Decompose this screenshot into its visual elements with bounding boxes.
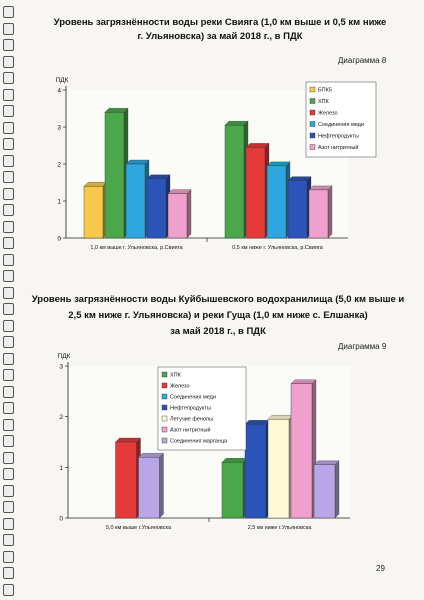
y-axis-label: ПДК <box>57 353 71 360</box>
y-tick-label: 2 <box>57 161 61 169</box>
category-label: 5,0 км выше г.Ульяновска <box>105 525 172 531</box>
y-axis-label: ПДК <box>55 77 69 84</box>
bar <box>139 457 160 518</box>
diagram8-label: Диаграмма 8 <box>338 56 387 65</box>
chart2-title-line3: за май 2018 г., в ПДК <box>170 326 266 337</box>
bar <box>314 465 335 518</box>
y-tick-label: 2 <box>59 414 63 422</box>
bar <box>291 384 312 518</box>
y-tick-label: 1 <box>57 198 61 206</box>
legend-label: ХПК <box>170 372 181 379</box>
chart1-title-line1: Уровень загрязнённости воды реки Свияга (1,0 км выше и 0,5 км ниже <box>53 17 387 28</box>
y-tick-label: 0 <box>59 515 63 523</box>
diagram9-label: Диаграмма 9 <box>338 342 387 351</box>
chart2-title-line2: 2,5 км ниже г. Ульяновска) и реки Гуща (1,0 км ниже с. Елшанка) <box>68 310 368 321</box>
bar-side <box>160 453 164 518</box>
y-tick-label: 1 <box>59 464 63 472</box>
legend-swatch <box>162 372 167 377</box>
bar-top <box>222 458 247 462</box>
legend-label: БПК5 <box>318 87 332 94</box>
bar <box>116 442 137 518</box>
chart2-title-line1: Уровень загрязнённости воды Куйбышевского водохранилища (5,0 км выше и <box>31 294 405 305</box>
legend-label: Соединения меди <box>170 394 216 401</box>
bar <box>222 462 243 518</box>
legend-swatch <box>162 427 167 432</box>
legend-swatch <box>162 438 167 443</box>
bar <box>268 419 289 518</box>
bar <box>245 424 266 518</box>
legend-label: Летучие фенолы <box>170 416 214 423</box>
y-tick-label: 4 <box>57 87 61 95</box>
legend-swatch <box>162 405 167 410</box>
bar-top <box>116 438 141 442</box>
legend-label: ХПК <box>318 99 329 105</box>
bar-top <box>245 420 270 424</box>
legend-swatch <box>162 383 167 388</box>
bar-top <box>291 380 316 384</box>
legend-label: Азот нитритный <box>318 145 359 151</box>
y-tick-label: 3 <box>59 363 63 371</box>
y-tick-label: 0 <box>57 235 61 243</box>
category-label: 2,5 км ниже г.Ульяновска <box>247 525 312 531</box>
legend-swatch <box>162 416 167 421</box>
bar-top <box>139 453 164 457</box>
y-tick-label: 3 <box>57 124 61 132</box>
bar-top <box>268 415 293 419</box>
legend-label: Соединения марганца <box>170 438 228 445</box>
legend-label: Азот нитритный <box>170 427 211 434</box>
legend-label: Железо <box>170 383 190 390</box>
legend-label: Нефтепродукты <box>170 405 211 412</box>
category-label: 0,5 км ниже г. Ульяновска, р.Свияга <box>232 245 323 251</box>
legend-label: Нефтепродукты <box>318 133 359 140</box>
legend-swatch <box>162 394 167 399</box>
legend-label: Железо <box>318 110 338 117</box>
bar-top <box>314 461 339 465</box>
category-label: 1,0 км выше г. Ульяновска, р.Свияга <box>90 245 183 251</box>
bar-side <box>335 461 339 518</box>
page-number: 29 <box>376 564 385 573</box>
legend-label: Соединения меди <box>318 122 364 128</box>
chart1-title-line2: г. Ульяновска) за май 2018 г., в ПДК <box>137 31 303 42</box>
